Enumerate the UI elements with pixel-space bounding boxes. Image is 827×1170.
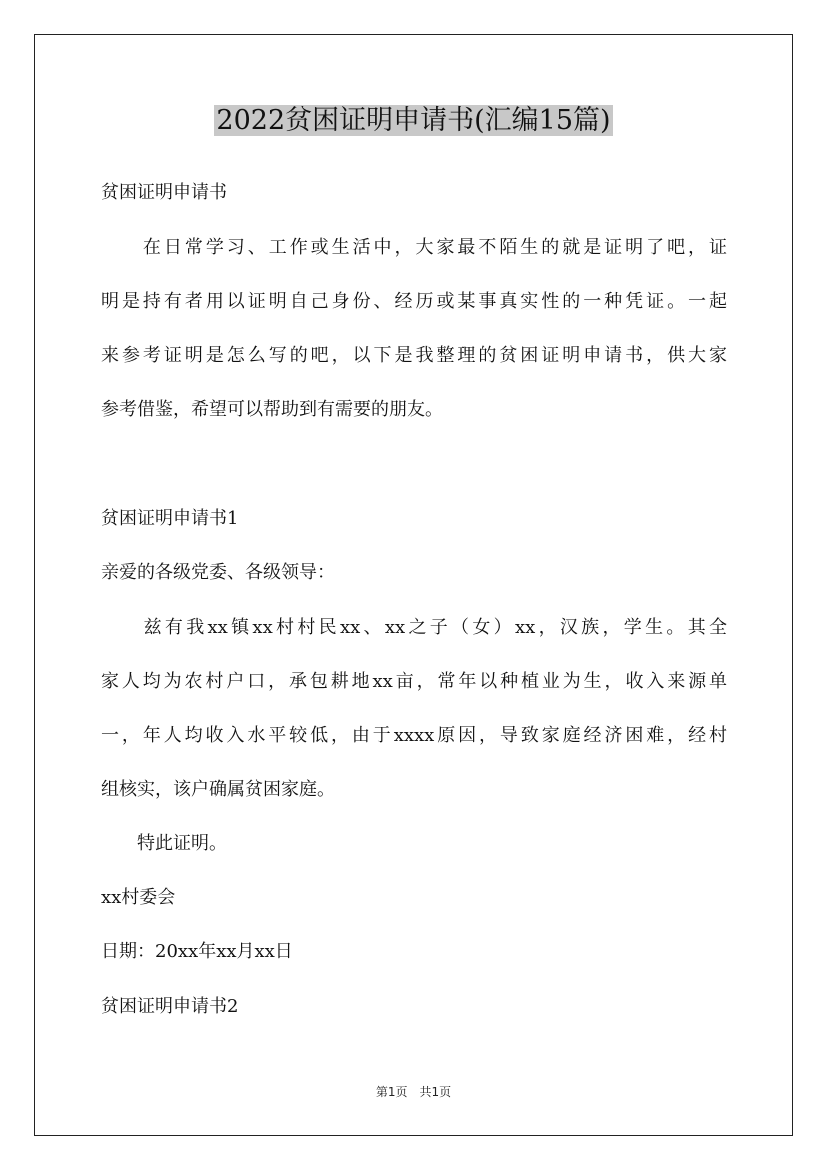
intro-line-1: 在日常学习、工作或生活中，大家最不陌生的就是证明了吧，证	[101, 237, 727, 258]
section1-body-line-2: 家人均为农村户口，承包耕地xx亩，常年以种植业为生，收入来源单	[101, 671, 727, 692]
footer-page-total: 共1页	[419, 1085, 452, 1099]
document-title-text: 2022贫困证明申请书(汇编15篇)	[216, 105, 611, 136]
section1-closing: 特此证明。	[101, 833, 227, 854]
intro-line-4: 参考借鉴，希望可以帮助到有需要的朋友。	[101, 399, 443, 420]
intro-line-3: 来参考证明是怎么写的吧，以下是我整理的贫困证明申请书，供大家	[101, 345, 727, 366]
section1-body-line-1: 兹有我xx镇xx村村民xx、xx之子（女）xx，汉族，学生。其全	[101, 617, 727, 638]
section1-heading: 贫困证明申请书1	[101, 508, 239, 529]
section1-signer: xx村委会	[101, 887, 176, 908]
section1-body-line-4: 组核实，该户确属贫困家庭。	[101, 779, 335, 800]
page-footer	[0, 1084, 827, 1100]
section1-date: 日期：20xx年xx月xx日	[101, 941, 293, 962]
document-heading: 贫困证明申请书	[101, 182, 227, 203]
document-title	[0, 100, 827, 142]
section1-body-line-3: 一，年人均收入水平较低，由于xxxx原因，导致家庭经济困难，经村	[101, 725, 727, 746]
intro-line-2: 明是持有者用以证明自己身份、经历或某事真实性的一种凭证。一起	[101, 291, 727, 312]
section2-heading: 贫困证明申请书2	[101, 996, 239, 1017]
section1-salutation: 亲爱的各级党委、各级领导：	[101, 562, 335, 583]
footer-page-current: 第1页	[375, 1085, 408, 1099]
